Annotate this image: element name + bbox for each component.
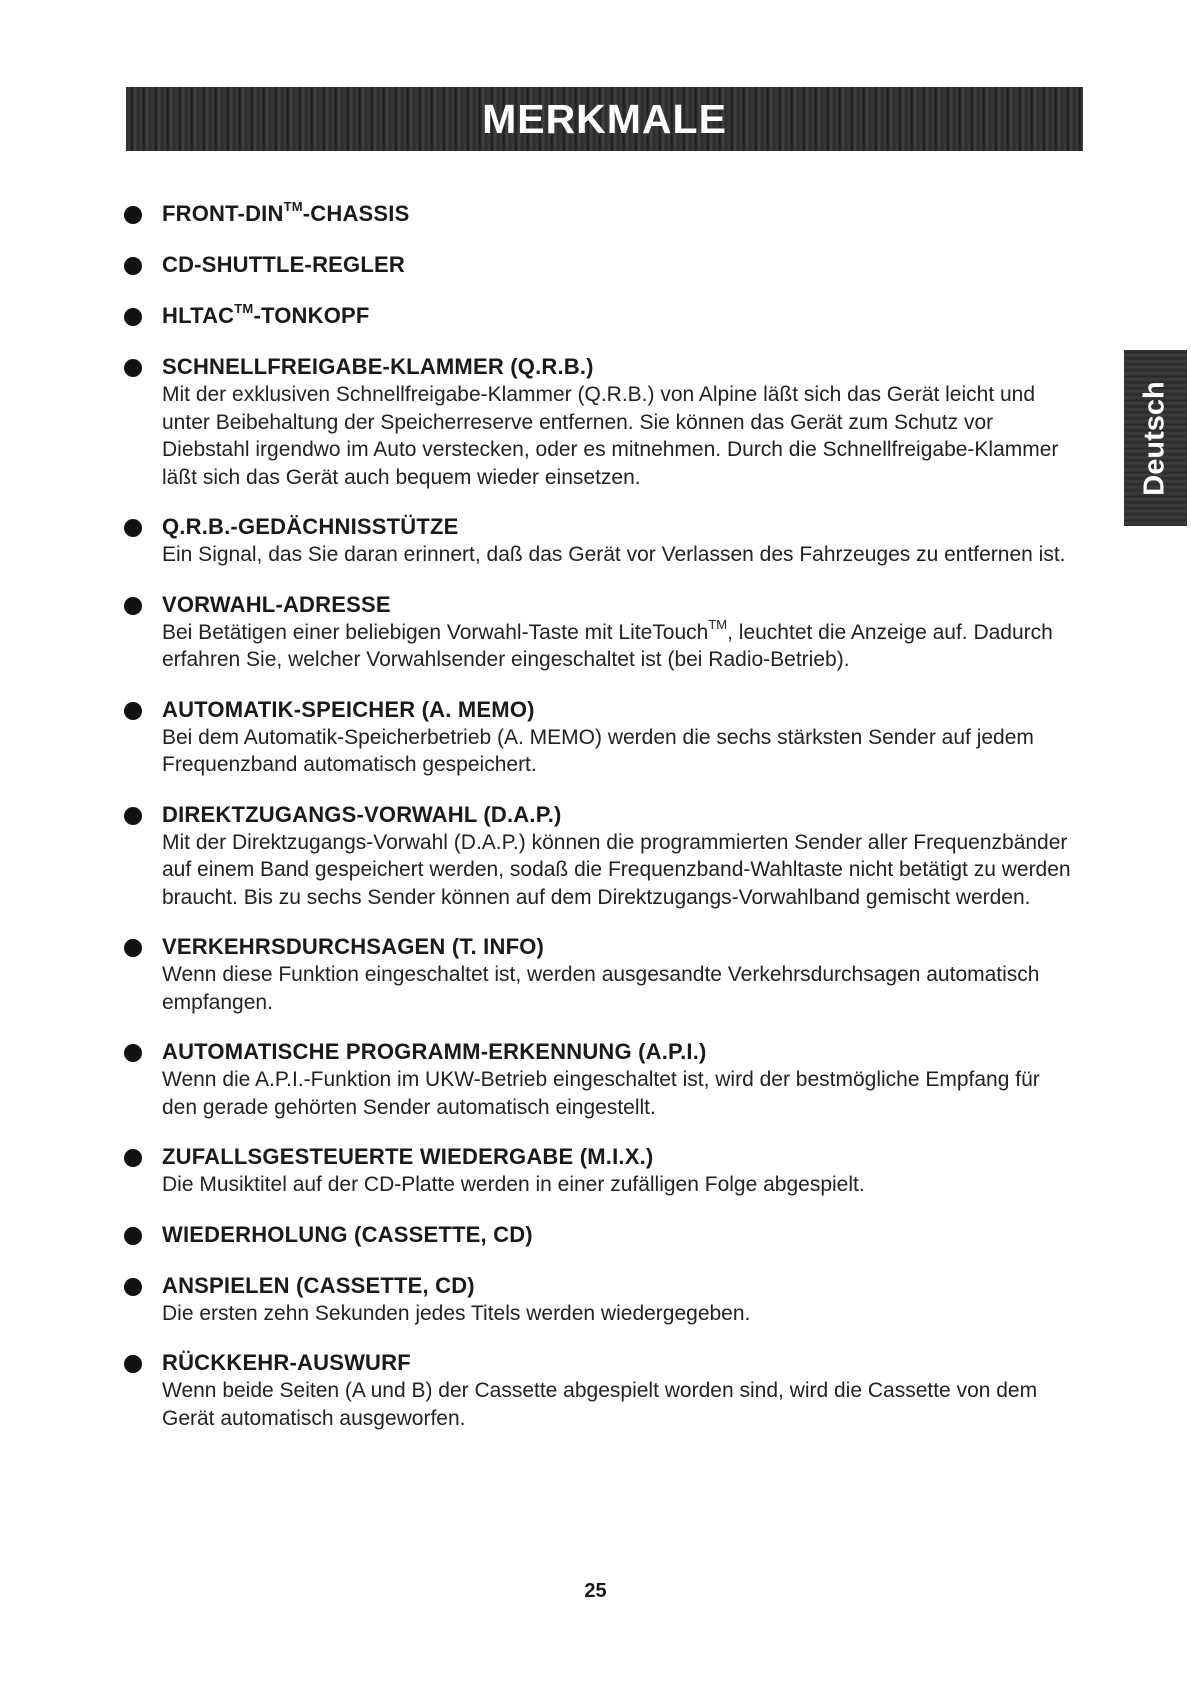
bullet-icon	[124, 1227, 142, 1245]
page-number: 25	[584, 1580, 607, 1602]
feature-title: ANSPIELEN (CASSETTE, CD)	[162, 1272, 475, 1298]
feature-title: Q.R.B.-GEDÄCHNISSTÜTZE	[162, 514, 459, 539]
feature-description: Ein Signal, das Sie daran erinnert, daß das Gerät vor Verlassen des Fahrzeuges zu entfernen ist.	[162, 543, 1066, 566]
bullet-icon	[124, 359, 142, 377]
feature-title: WIEDERHOLUNG (CASSETTE, CD)	[162, 1221, 533, 1247]
feature-description: Bei Betätigen einer beliebigen Vorwahl-Taste mit LiteTouch™, leuchtet die Anzeige auf. Dadurch erfahren Sie, welcher Vorwahlsender eingeschaltet ist (bei Radio-Betrieb).	[162, 616, 1053, 671]
feature-description: Mit der exklusiven Schnellfreigabe-Klammer (Q.R.B.) von Alpine läßt sich das Gerät leicht und unter Beibehaltung der Speicherreserve entfernen. Sie können das Gerät zum Schutz vor Diebstahl irgendwo im Auto verstecken, oder es mitnehmen. Durch die Schnellfreigabe-Klammer läßt sich das Gerät auch bequem wieder einsetzen.	[162, 383, 1059, 489]
bullet-icon	[124, 939, 142, 957]
feature-item	[124, 251, 1074, 279]
feature-description: Wenn beide Seiten (A und B) der Cassette abgespielt worden sind, wird die Cassette von dem Gerät automatisch ausgeworfen.	[162, 1379, 1038, 1430]
feature-item	[124, 1038, 1074, 1121]
feature-title: DIREKTZUGANGS-VORWAHL (D.A.P.)	[162, 801, 562, 827]
feature-title: CD-SHUTTLE-REGLER	[162, 252, 405, 277]
feature-item	[124, 1143, 1074, 1199]
feature-item	[124, 801, 1074, 912]
feature-item	[124, 1221, 1074, 1249]
bullet-icon	[124, 807, 142, 825]
feature-title: AUTOMATIK-SPEICHER (A. MEMO)	[162, 696, 535, 722]
bullet-icon	[124, 257, 142, 275]
feature-list	[124, 200, 1074, 1432]
bullet-icon	[124, 206, 142, 224]
bullet-icon	[124, 1149, 142, 1167]
feature-description: Die ersten zehn Sekunden jedes Titels werden wiedergegeben.	[162, 1301, 751, 1325]
language-tab	[1124, 350, 1187, 526]
feature-title: SCHNELLFREIGABE-KLAMMER (Q.R.B.)	[162, 354, 594, 379]
feature-item	[124, 353, 1074, 491]
bullet-icon	[124, 308, 142, 326]
feature-item	[124, 513, 1074, 569]
feature-title: AUTOMATISCHE PROGRAMM-ERKENNUNG (A.P.I.)	[162, 1039, 707, 1064]
bullet-icon	[124, 519, 142, 537]
feature-item	[124, 200, 1074, 228]
bullet-icon	[124, 1278, 142, 1296]
page-header-banner	[126, 87, 1083, 151]
bullet-icon	[124, 1044, 142, 1062]
feature-item	[124, 302, 1074, 330]
feature-item	[124, 696, 1074, 779]
feature-description: Wenn diese Funktion eingeschaltet ist, werden ausgesandte Verkehrsdurchsagen automatisch empfangen.	[162, 963, 1040, 1014]
feature-item	[124, 933, 1074, 1016]
feature-title: RÜCKKEHR-AUSWURF	[162, 1350, 411, 1375]
feature-description: Mit der Direktzugangs-Vorwahl (D.A.P.) können die programmierten Sender aller Frequenzbänder auf einem Band gespeichert werden, sodaß die Frequenzband-Wahltaste nicht betätigt zu werden braucht. Bis zu sechs Sender können auf dem Direktzugangs-Vorwahlband gemischt werden.	[162, 830, 1071, 909]
feature-title: ZUFALLSGESTEUERTE WIEDERGABE (M.I.X.)	[162, 1144, 654, 1169]
feature-title: HLTAC™-TONKOPF	[162, 301, 370, 328]
feature-title: VORWAHL-ADRESSE	[162, 591, 391, 617]
feature-item	[124, 591, 1074, 674]
page-title: MERKMALE	[482, 95, 727, 142]
bullet-icon	[124, 702, 142, 720]
feature-description: Wenn die A.P.I.-Funktion im UKW-Betrieb eingeschaltet ist, wird der bestmögliche Empfang für den gerade gehörten Sender automatisch eingestellt.	[162, 1068, 1040, 1119]
bullet-icon	[124, 1355, 142, 1373]
feature-item	[124, 1349, 1074, 1432]
language-tab-label: Deutsch	[1139, 380, 1172, 496]
feature-description: Die Musiktitel auf der CD-Platte werden in einer zufälligen Folge abgespielt.	[162, 1173, 865, 1196]
bullet-icon	[124, 597, 142, 615]
feature-title: VERKEHRSDURCHSAGEN (T. INFO)	[162, 934, 545, 959]
feature-description: Bei dem Automatik-Speicherbetrieb (A. MEMO) werden die sechs stärksten Sender auf jedem Frequenzband automatisch gespeichert.	[162, 725, 1034, 776]
feature-title: FRONT-DIN™-CHASSIS	[162, 199, 410, 226]
feature-item	[124, 1272, 1074, 1328]
